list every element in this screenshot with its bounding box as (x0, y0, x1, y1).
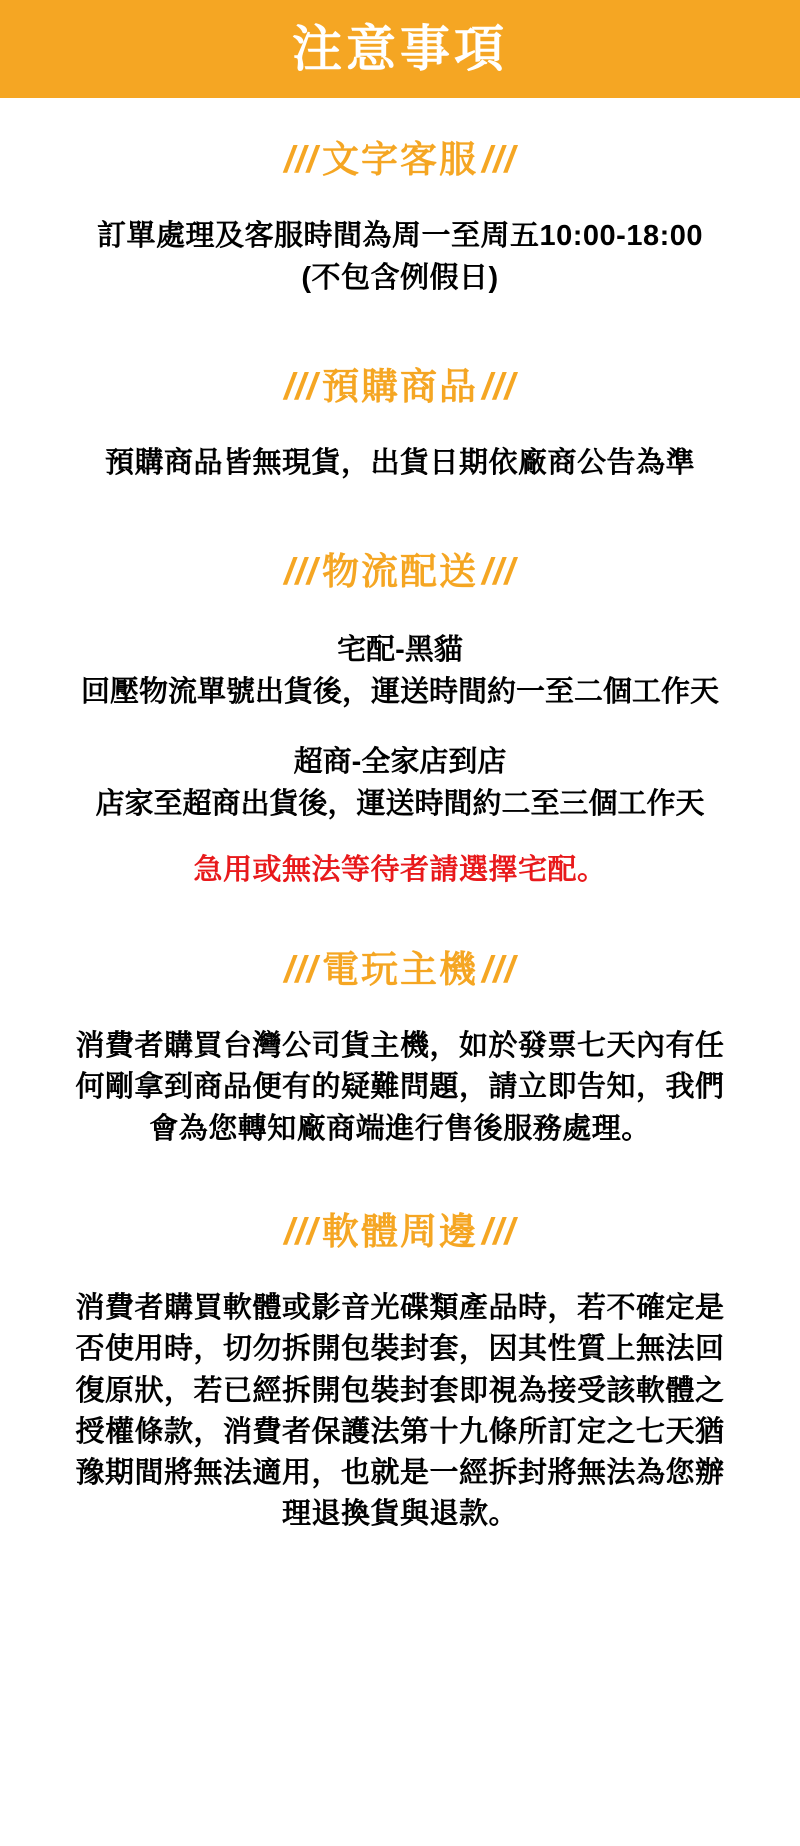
shipping-method-title: 宅配-黑貓 (337, 633, 463, 666)
slash-decoration-left: /// (284, 948, 318, 990)
slash-decoration-right: /// (482, 139, 516, 180)
section-text-customer-service (0, 138, 800, 299)
shipping-method-detail: 回壓物流單號出貨後，運送時間約一至二個工作天 (80, 675, 719, 708)
section-heading-label: 預購商品 (322, 365, 478, 407)
section-heading-label: 物流配送 (322, 551, 478, 593)
section-body-line: 豫期間將無法適用，也就是一經拆封將無法為您辦 (75, 1456, 725, 1489)
section-body-line: 消費者購買軟體或影音光碟類產品時，若不確定是 (75, 1292, 725, 1325)
shipping-method-title: 超商-全家店到店 (293, 745, 507, 778)
slash-decoration-left: /// (284, 1210, 318, 1252)
section-heading (0, 550, 800, 594)
section-game-console (0, 948, 800, 1150)
section-preorder-items (0, 365, 800, 485)
section-heading (0, 948, 800, 992)
slash-decoration-right: /// (482, 551, 516, 593)
slash-decoration-right: /// (482, 948, 516, 990)
slash-decoration-right: /// (482, 365, 516, 407)
section-body-line: (不包含例假日) (301, 261, 499, 294)
section-software-peripherals (0, 1210, 800, 1535)
shipping-method-detail: 店家至超商出貨後，運送時間約二至三個工作天 (95, 787, 705, 820)
section-heading-label: 文字客服 (322, 139, 478, 180)
slash-decoration-left: /// (284, 139, 318, 180)
section-body-line: 否使用時，切勿拆開包裝封套，因其性質上無法回 (75, 1333, 725, 1366)
section-heading (0, 1210, 800, 1254)
section-heading (0, 365, 800, 409)
slash-decoration-right: /// (482, 1210, 516, 1252)
section-heading (0, 138, 800, 182)
section-body-line: 預購商品皆無現貨，出貨日期依廠商公告為準 (104, 447, 695, 480)
page-banner (0, 0, 800, 98)
slash-decoration-left: /// (284, 551, 318, 593)
section-body-line: 訂單處理及客服時間為周一至周五10:00-18:00 (97, 220, 703, 253)
section-body-line: 何剛拿到商品便有的疑難問題，請立即告知，我們 (75, 1071, 725, 1104)
section-body-line: 會為您轉知廠商端進行售後服務處理。 (149, 1112, 651, 1145)
section-body-line: 消費者購買台灣公司貨主機，如於發票七天內有任 (75, 1030, 725, 1063)
page-title: 注意事項 (292, 21, 508, 77)
shipping-warning-note: 急用或無法等待者請選擇宅配。 (193, 853, 607, 886)
section-body-line: 復原狀，若已經拆開包裝封套即視為接受該軟體之 (75, 1374, 725, 1407)
section-shipping (0, 550, 800, 888)
section-body-line: 理退換貨與退款。 (281, 1498, 518, 1531)
slash-decoration-left: /// (284, 365, 318, 407)
section-body-line: 授權條款，消費者保護法第十九條所訂定之七天猶 (75, 1415, 725, 1448)
section-heading-label: 軟體周邊 (322, 1210, 478, 1252)
section-heading-label: 電玩主機 (322, 948, 478, 990)
